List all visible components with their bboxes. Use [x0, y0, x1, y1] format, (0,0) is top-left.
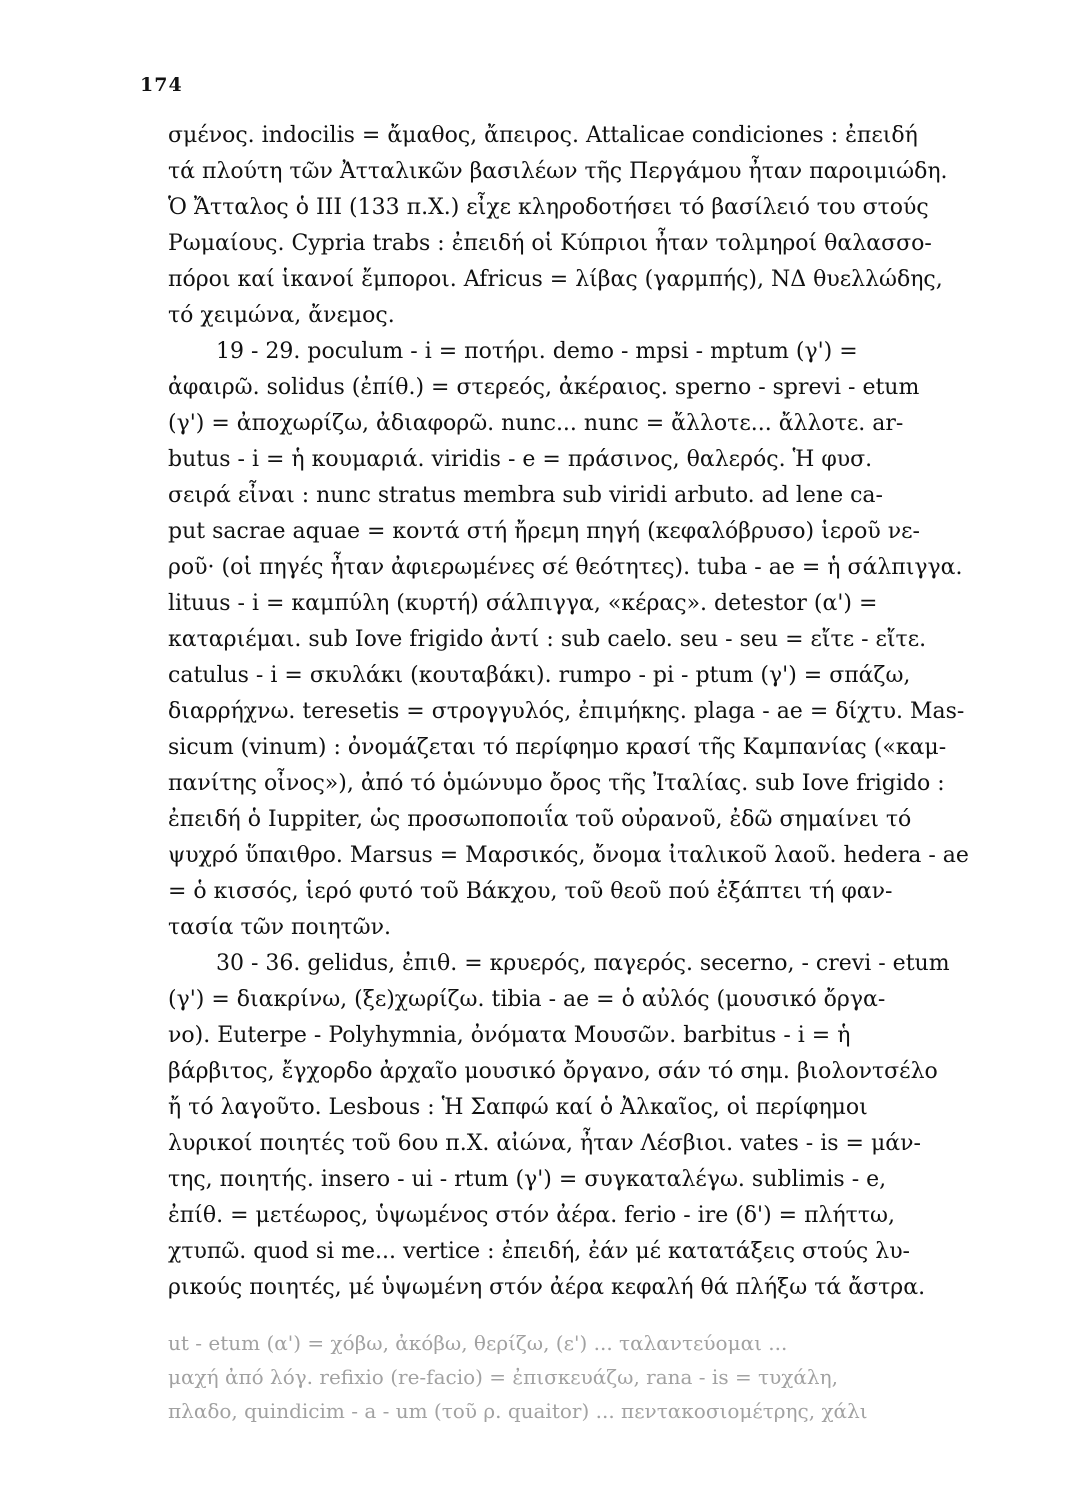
text-line: (γ') = ἀποχωρίζω, ἀδιαφορῶ. nunc... nunc = ἄλλοτε... ἄλλοτε. ar- [168, 411, 904, 436]
text-line: catulus - i = σκυλάκι (κουταβάκι). rumpo - pi - ptum (γ') = σπάζω, [168, 663, 911, 688]
text-line: ἐπειδή ὁ Iuppiter, ὡς προσωποποιΐα τοῦ οὐρανοῦ, ἐδῶ σημαίνει τό [168, 807, 912, 832]
text-line: τασία τῶν ποιητῶν. [168, 915, 391, 940]
text-line: (γ') = διακρίνω, (ξε)χωρίζω. tibia - ae = ὁ αὐλός (μουσικό ὄργα- [168, 987, 886, 1012]
text-line: lituus - i = καμπύλη (κυρτή) σάλπιγγα, «κέρας». detestor (α') = [168, 591, 878, 616]
text-line: λυρικοί ποιητές τοῦ 6ου π.Χ. αἰώνα, ἦταν Λέσβιοι. vates - is = μάν- [168, 1131, 921, 1156]
section-heading-19-29: 19 - 29. poculum - i = ποτήρι. demo - mpsi - mptum (γ') = [216, 339, 858, 364]
text-line: χτυπῶ. quod si me... vertice : ἐπειδή, ἐάν μέ κατατάξεις στούς λυ- [168, 1239, 910, 1264]
text-line: ψυχρό ὕπαιθρο. Marsus = Μαρσικός, ὄνομα ἰταλικοῦ λαοῦ. hedera - ae [168, 843, 969, 868]
text-line: put sacrae aquae = κοντά στή ἤρεμη πηγή (κεφαλόβρυσο) ἱεροῦ νε- [168, 519, 920, 544]
text-line: sicum (vinum) : ὀνομάζεται τό περίφημο κρασί τῆς Καμπανίας («καμ- [168, 735, 947, 760]
text-line: ροῦ· (οἱ πηγές ἦταν ἀφιερωμένες σέ θεότητες). tuba - ae = ἡ σάλπιγγα. [168, 555, 963, 580]
text-line: ἐπίθ. = μετέωρος, ὑψωμένος στόν ἀέρα. ferio - ire (δ') = πλήττω, [168, 1203, 895, 1228]
text-line: διαρρήχνω. teresetis = στρογγυλός, ἐπιμήκης. plaga - ae = δίχτυ. Mas- [168, 699, 965, 724]
bleed-through-line: μαχή ἀπό λόγ. refixio (re-facio) = ἐπισκευάζω, rana - is = τυχάλη, [168, 1365, 838, 1389]
text-line: σειρά εἶναι : nunc stratus membra sub viridi arbuto. ad lene ca- [168, 483, 883, 508]
text-line: τά πλούτη τῶν Ἀτταλικῶν βασιλέων τῆς Περγάμου ἦταν παροιμιώδη. [168, 159, 948, 184]
text-line: καταριέμαι. sub Iove frigido ἀντί : sub caelo. seu - seu = εἴτε - εἴτε. [168, 627, 927, 652]
page-number: 174 [140, 74, 183, 96]
text-line: ἀφαιρῶ. solidus (ἐπίθ.) = στερεός, ἀκέραιος. sperno - sprevi - etum [168, 375, 920, 400]
text-line: Ὁ Ἄτταλος ὁ III (133 π.Χ.) εἶχε κληροδοτήσει τό βασίλειό του στούς [168, 195, 929, 220]
text-line: πόροι καί ἱκανοί ἔμποροι. Africus = λίβας (γαρμπής), ΝΔ θυελλώδης, [168, 267, 943, 292]
text-line: σμένος. indocilis = ἄμαθος, ἄπειρος. Attalicae condiciones : ἐπειδή [168, 123, 918, 148]
text-line: butus - i = ἡ κουμαριά. viridis - e = πράσινος, θαλερός. Ἡ φυσ. [168, 447, 873, 472]
text-line: βάρβιτος, ἔγχορδο ἀρχαῖο μουσικό ὄργανο, σάν τό σημ. βιολοντσέλο [168, 1059, 938, 1084]
text-line: Ρωμαίους. Cypria trabs : ἐπειδή οἱ Κύπριοι ἦταν τολμηροί θαλασσο- [168, 231, 932, 256]
text-line: ἤ τό λαγοῦτο. Lesbous : Ἡ Σαπφώ καί ὁ Ἀλκαῖος, οἱ περίφημοι [168, 1095, 868, 1120]
text-line: της, ποιητής. insero - ui - rtum (γ') = συγκαταλέγω. sublimis - e, [168, 1167, 887, 1192]
commentary-text [168, 118, 1018, 1306]
text-line: πανίτης οἶνος»), ἀπό τό ὁμώνυμο ὄρος τῆς Ἰταλίας. sub Iove frigido : [168, 771, 945, 796]
text-line: τό χειμώνα, ἄνεμος. [168, 303, 395, 328]
text-line: = ὁ κισσός, ἱερό φυτό τοῦ Βάκχου, τοῦ θεοῦ πού ἐξάπτει τή φαν- [168, 879, 893, 904]
section-heading-30-36: 30 - 36. gelidus, ἐπιθ. = κρυερός, παγερός. secerno, - crevi - etum [216, 951, 950, 976]
bleed-through-line: πλαδο, quindicim - a - um (τοῦ ρ. quaitor) ... πεντακοσιομέτρης, χάλι [168, 1399, 868, 1423]
text-line: νο). Euterpe - Polyhymnia, ὀνόματα Μουσῶν. barbitus - i = ἡ [168, 1023, 851, 1048]
bleed-through-line: ut - etum (α') = χόβω, ἀκόβω, θερίζω, (ε') ... ταλαντεύομαι ... [168, 1331, 788, 1355]
text-line: ρικούς ποιητές, μέ ὑψωμένη στόν ἀέρα κεφαλή θά πλήξω τά ἄστρα. [168, 1275, 926, 1300]
